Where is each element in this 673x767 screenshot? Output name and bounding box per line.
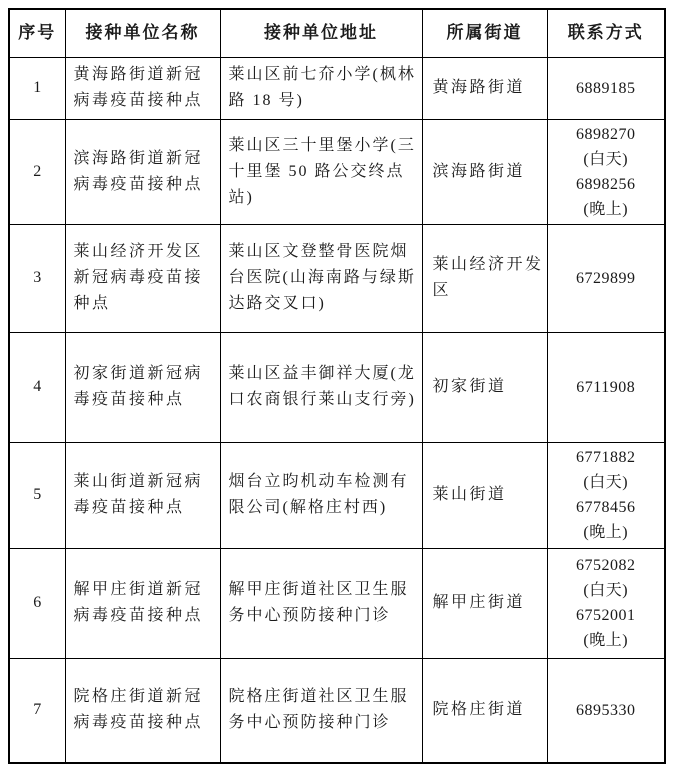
cell-row-number: 6 — [9, 548, 65, 658]
phone-line: 6752001 — [576, 607, 636, 624]
table-row — [9, 332, 665, 442]
phone-line: 6898256 — [576, 175, 636, 193]
cell-street: 黄海路街道 — [422, 57, 547, 119]
table-header — [9, 9, 665, 57]
cell-site-address: 莱山区三十里堡小学(三十里堡 50 路公交终点站) — [220, 119, 422, 224]
header-cell-street: 所属街道 — [422, 9, 547, 57]
table-body — [9, 57, 665, 763]
cell-site-name: 莱山经济开发区新冠病毒疫苗接种点 — [65, 224, 220, 332]
cell-site-name: 黄海路街道新冠病毒疫苗接种点 — [65, 57, 220, 119]
cell-row-number: 7 — [9, 658, 65, 763]
table-row — [9, 548, 665, 658]
cell-site-name: 解甲庄街道新冠病毒疫苗接种点 — [65, 548, 220, 658]
cell-street: 院格庄街道 — [422, 658, 547, 763]
cell-phone — [547, 224, 665, 332]
table-row — [9, 57, 665, 119]
cell-street: 莱山经济开发区 — [422, 224, 547, 332]
cell-street: 初家街道 — [422, 332, 547, 442]
cell-street: 解甲庄街道 — [422, 548, 547, 658]
cell-row-number: 5 — [9, 442, 65, 548]
phone-line: (晚上) — [583, 632, 629, 649]
phone-line: 6895330 — [576, 701, 636, 719]
cell-phone — [547, 442, 665, 548]
header-cell-name: 接种单位名称 — [65, 9, 220, 57]
cell-row-number: 3 — [9, 224, 65, 332]
phone-line: 6771882 — [576, 449, 636, 466]
phone-line: (晚上) — [583, 524, 629, 541]
table-row — [9, 119, 665, 224]
header-cell-address: 接种单位地址 — [220, 9, 422, 57]
table-row — [9, 224, 665, 332]
cell-site-name: 初家街道新冠病毒疫苗接种点 — [65, 332, 220, 442]
cell-site-name: 莱山街道新冠病毒疫苗接种点 — [65, 442, 220, 548]
cell-site-address: 解甲庄街道社区卫生服务中心预防接种门诊 — [220, 548, 422, 658]
cell-site-address: 莱山区前七夼小学(枫林路 18 号) — [220, 57, 422, 119]
cell-row-number: 2 — [9, 119, 65, 224]
cell-site-name: 院格庄街道新冠病毒疫苗接种点 — [65, 658, 220, 763]
cell-site-address: 烟台立昀机动车检测有限公司(解格庄村西) — [220, 442, 422, 548]
cell-phone — [547, 332, 665, 442]
table-row — [9, 658, 665, 763]
phone-line: 6889185 — [576, 79, 636, 97]
cell-phone — [547, 57, 665, 119]
cell-site-address: 院格庄街道社区卫生服务中心预防接种门诊 — [220, 658, 422, 763]
cell-phone — [547, 658, 665, 763]
cell-phone — [547, 548, 665, 658]
cell-phone — [547, 119, 665, 224]
cell-site-address: 莱山区文登整骨医院烟台医院(山海南路与绿斯达路交叉口) — [220, 224, 422, 332]
phone-line: (白天) — [583, 582, 629, 599]
cell-site-name: 滨海路街道新冠病毒疫苗接种点 — [65, 119, 220, 224]
cell-site-address: 莱山区益丰御祥大厦(龙口农商银行莱山支行旁) — [220, 332, 422, 442]
phone-line: 6729899 — [576, 269, 636, 287]
header-cell-no: 序号 — [9, 9, 65, 57]
header-row — [9, 9, 665, 57]
phone-line: (晚上) — [583, 200, 629, 218]
cell-row-number: 4 — [9, 332, 65, 442]
cell-street: 莱山街道 — [422, 442, 547, 548]
phone-line: (白天) — [583, 474, 629, 491]
phone-line: 6711908 — [576, 378, 636, 396]
table-row — [9, 442, 665, 548]
vaccination-sites-table — [8, 8, 666, 764]
phone-line: (白天) — [583, 150, 629, 168]
cell-street: 滨海路街道 — [422, 119, 547, 224]
phone-line: 6778456 — [576, 499, 636, 516]
phone-line: 6898270 — [576, 125, 636, 143]
cell-row-number: 1 — [9, 57, 65, 119]
phone-line: 6752082 — [576, 557, 636, 574]
header-cell-phone: 联系方式 — [547, 9, 665, 57]
